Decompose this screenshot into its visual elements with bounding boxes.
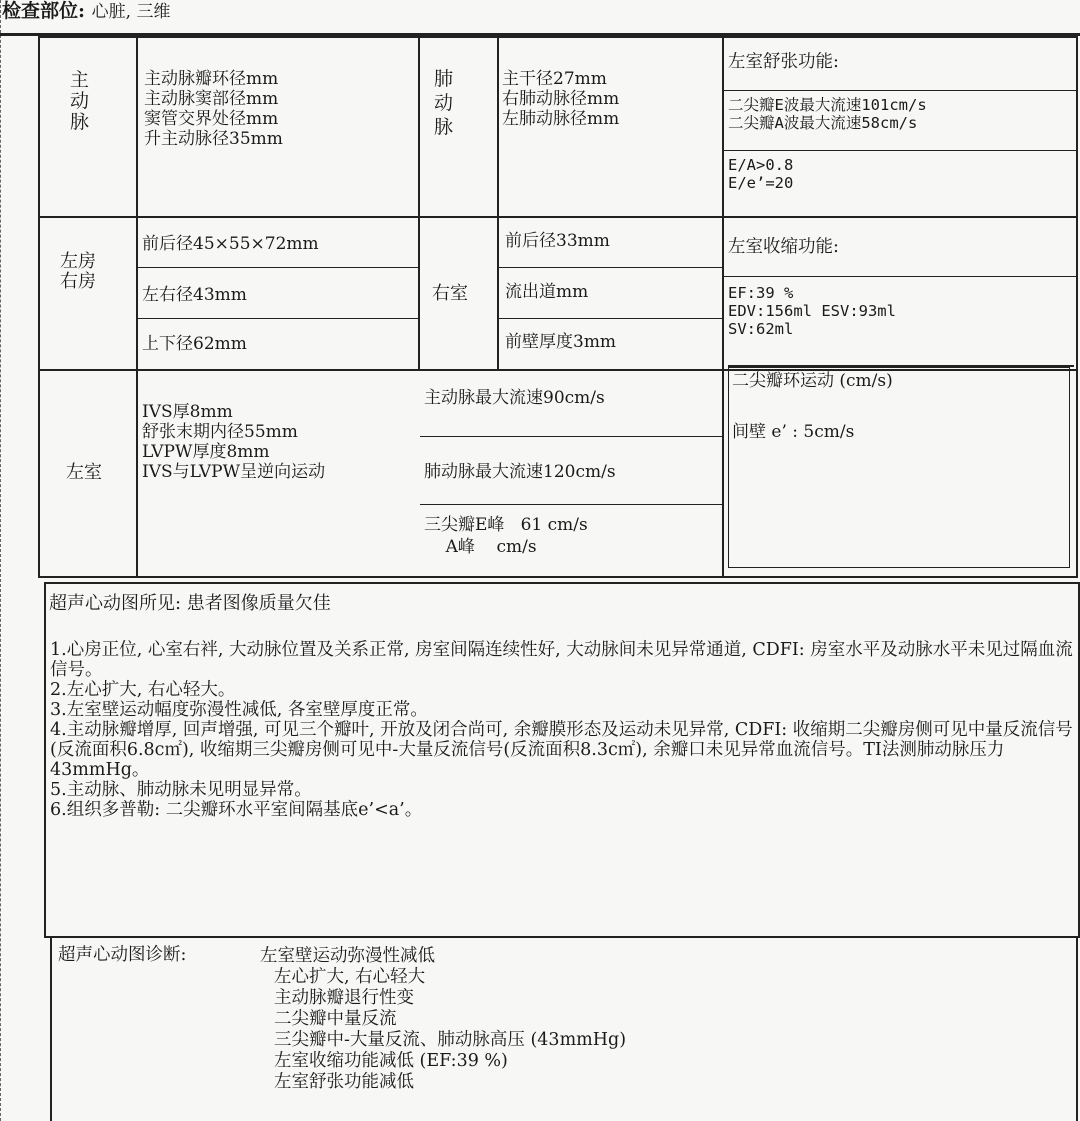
septal-e-prime: 间壁 e’ : 5cm/s [732,422,855,442]
tricuspid-velocity: 三尖瓣E峰 61 cm/s A峰 cm/s [424,515,588,557]
aortic-max-velocity: 主动脉最大流速90cm/s [424,388,605,408]
grid-line [722,38,724,576]
mitral-flow-values: 二尖瓣E波最大流速101cm/s 二尖瓣A波最大流速58cm/s [728,96,927,132]
diagnosis-item: 三尖瓣中-大量反流、肺动脉高压 (43mmHg) [274,1030,627,1050]
rv-wall-thickness: 前壁厚度3mm [505,332,617,352]
aorta-measurements: 主动脉瓣环径mm 主动脉窦部径mm 窦管交界处径mm 升主动脉径35mm [144,69,283,149]
grid-line [40,216,1076,218]
diagnosis-item: 左室收缩功能减低 (EF:39 %) [274,1051,508,1071]
lv-measurements: IVS厚8mm 舒张末期内径55mm LVPW厚度8mm IVS与LVPW呈逆向运动 [142,402,326,482]
pulmonary-label: 肺 动 脉 [434,68,454,138]
grid-line [497,318,722,319]
diagnosis-item: 左室舒张功能减低 [274,1072,414,1092]
lv-systolic-title: 左室收缩功能: [728,237,839,257]
diagnosis-item: 二尖瓣中量反流 [274,1009,397,1029]
grid-line [420,504,722,505]
lv-label: 左室 [66,462,102,483]
mitral-annulus-title: 二尖瓣环运动 (cm/s) [732,371,893,391]
diagnosis-section [50,936,1078,1121]
exam-site-value: 心脏, 三维 [91,2,171,22]
grid-line [136,38,138,576]
diagnosis-item: 左室壁运动弥漫性减低 [260,946,435,966]
pulmonary-max-velocity: 肺动脉最大流速120cm/s [424,462,616,482]
findings-section [44,582,1080,938]
findings-title: 超声心动图所见: 患者图像质量欠佳 [49,593,331,614]
lv-diastolic-title: 左室舒张功能: [728,52,839,72]
grid-line [497,267,722,268]
diagnosis-list [260,946,626,1093]
grid-line [418,38,420,369]
rv-ap-diameter: 前后径33mm [505,231,610,251]
grid-line [722,276,1076,277]
exam-site-header [2,0,170,23]
mitral-annulus-box [728,367,1070,568]
diagnosis-label: 超声心动图诊断: [58,945,187,965]
rv-label: 右室 [432,283,468,304]
lv-systolic-values: EF:39 % EDV:156ml ESV:93ml SV:62ml [728,284,896,338]
grid-line [136,267,418,268]
exam-site-label: 检查部位: [2,0,86,22]
grid-line [420,436,722,437]
findings-text: 1.心房正位, 心室右袢, 大动脉位置及关系正常, 房室间隔连续性好, 大动脉间未见异常通道, CDFI: 房室水平及动脉水平未见过隔血流信号。 2.左心扩大, 右心轻大。 3.左室壁运动幅度弥漫性减低, 各室壁厚度正常。 4.主动脉瓣增厚, 回声增强, 可见三个瓣叶, 开放及闭合尚可, 余瓣膜形态及运动未见异常, CDFI: 收缩期二尖瓣房侧可见中量反流信号(反流面积6.8c㎡), 收缩期三尖瓣房侧可见中-大量反流信号(反流面积8.3c㎡), 余瓣口未见异常血流信号。TI法测肺动脉压力43mmHg。 5.主动脉、肺动脉未见明显异常。 6.组织多普勒: 二尖瓣环水平室间隔基底e’<a’。 [50,640,1073,820]
atria-lr-diameter: 左右径43mm [142,285,247,305]
diagnosis-item: 左心扩大, 右心轻大 [274,967,426,987]
grid-line [136,318,418,319]
ea-ratio-values: E/A>0.8 E/e’=20 [728,156,794,192]
grid-line [497,38,499,369]
pulmonary-measurements: 主干径27mm 右肺动脉径mm 左肺动脉径mm [502,69,620,129]
grid-line [722,90,1076,91]
atria-ap-diameter: 前后径45×55×72mm [142,234,319,254]
left-margin-dashes [0,0,1,1121]
aorta-label: 主 动 脉 [70,69,90,133]
measurement-table [38,36,1078,578]
rv-outflow: 流出道mm [505,282,589,302]
atria-si-diameter: 上下径62mm [142,334,247,354]
atria-label: 左房 右房 [60,251,96,292]
diagnosis-item: 主动脉瓣退行性变 [274,988,414,1008]
grid-line [722,150,1076,151]
